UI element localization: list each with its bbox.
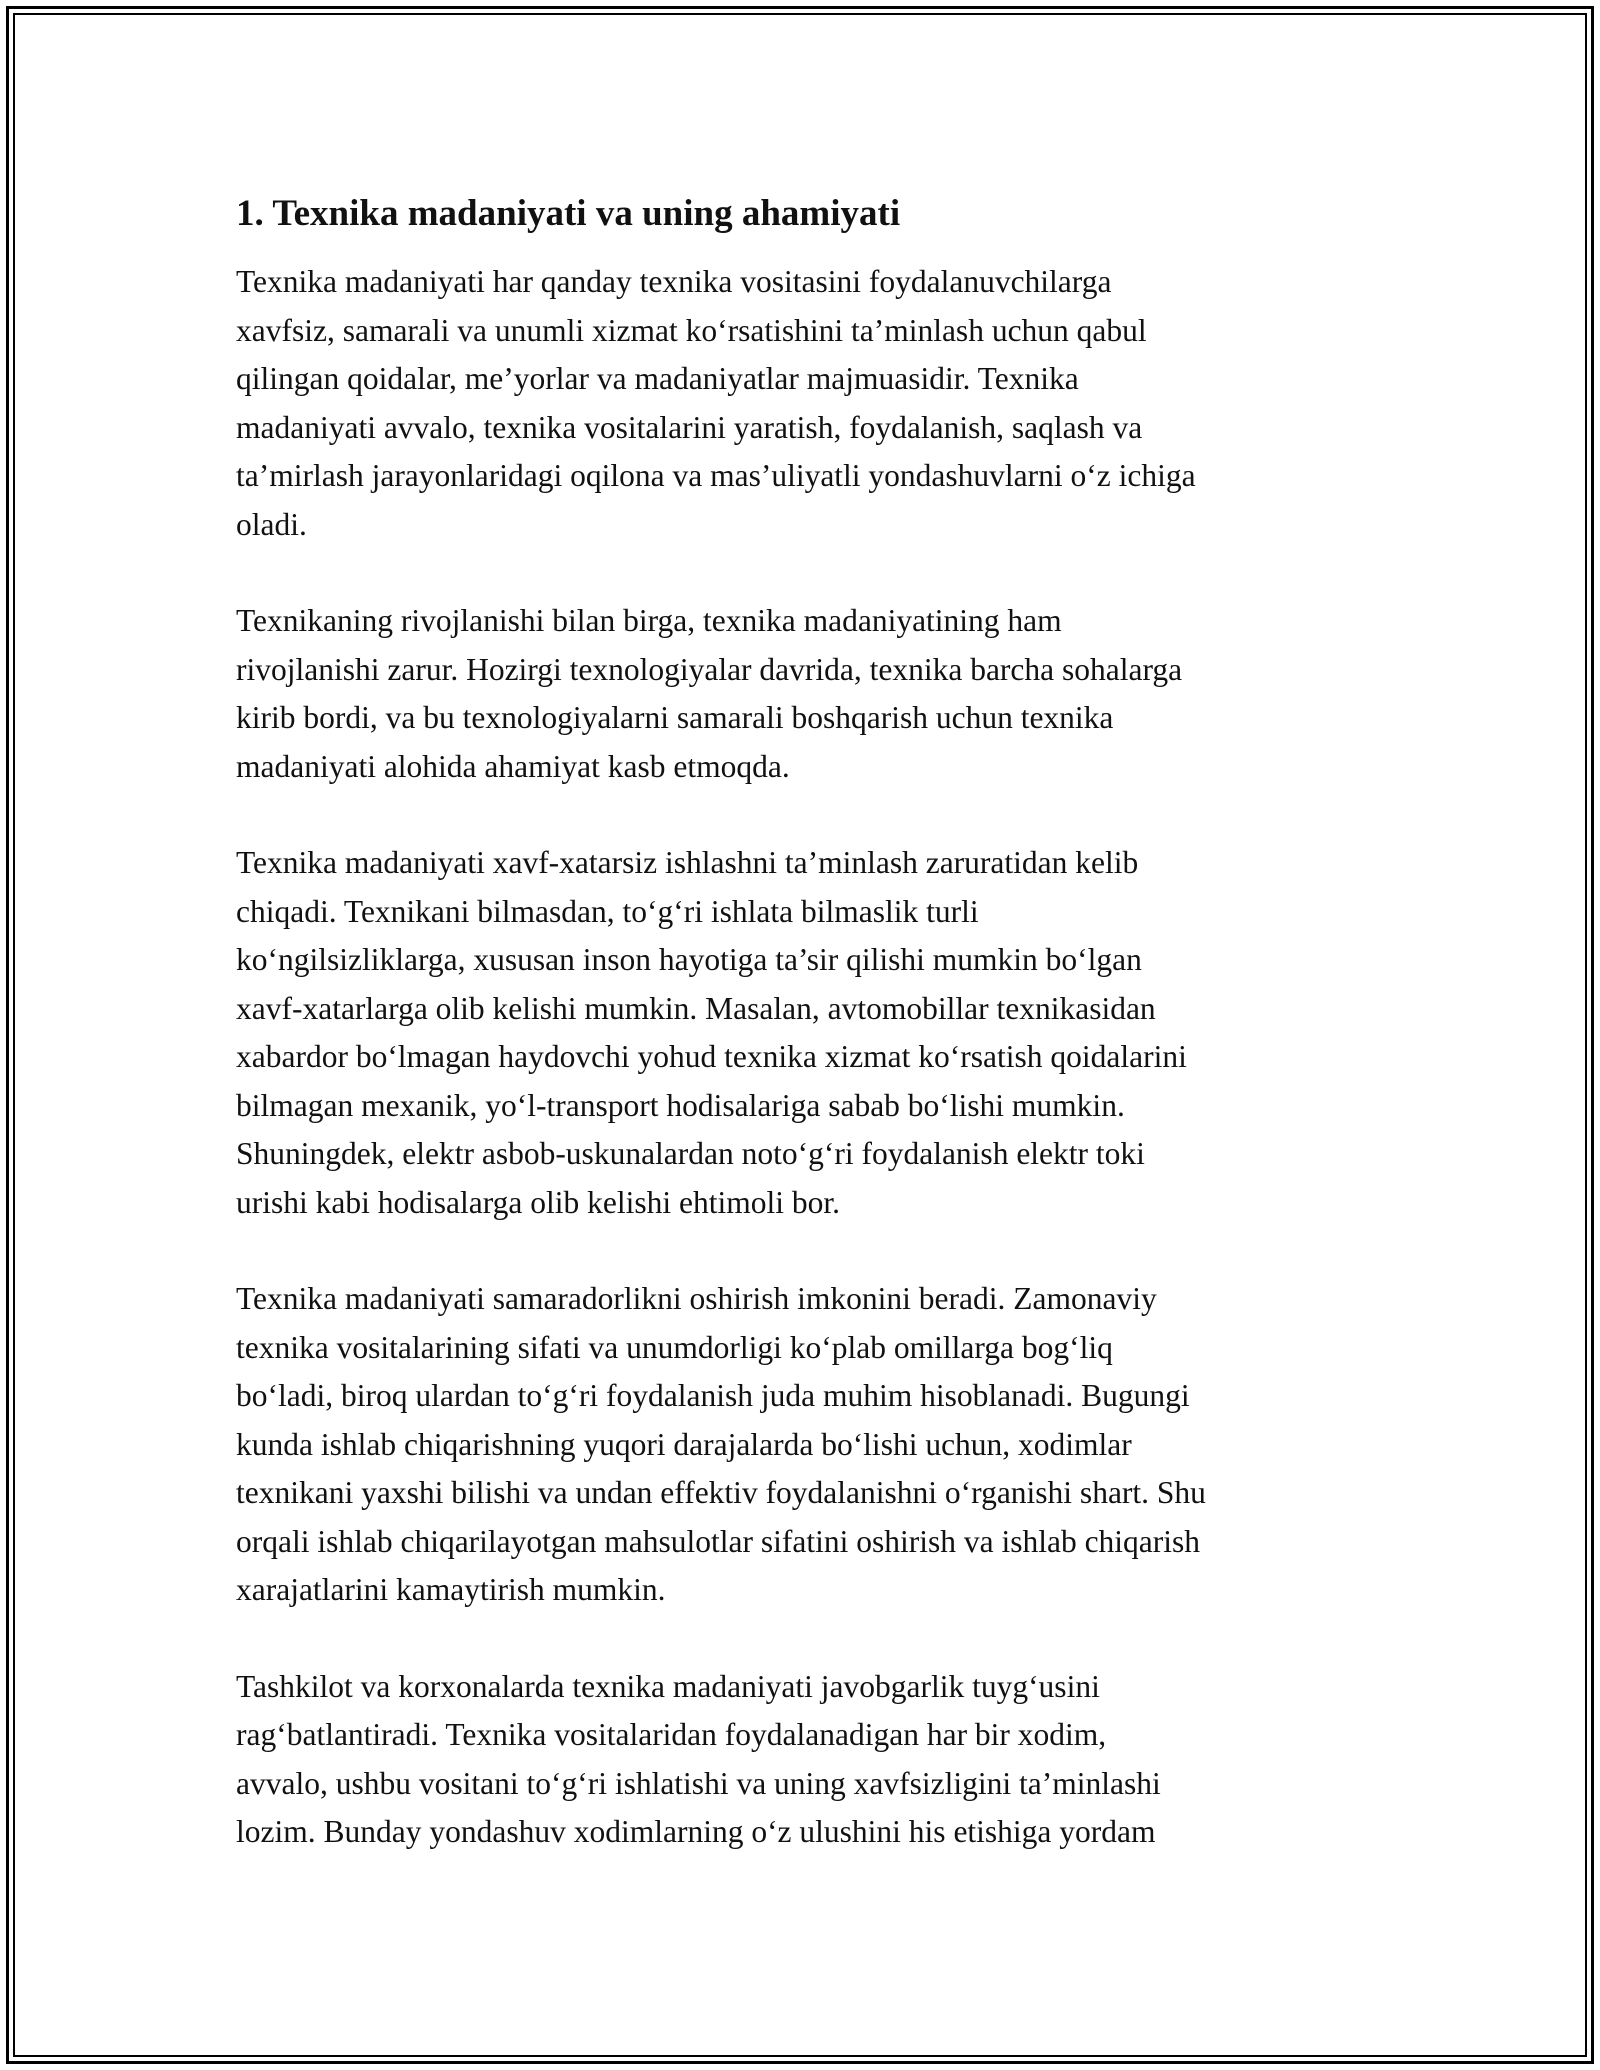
text-line: oladi.: [236, 506, 307, 542]
text-line: urishi kabi hodisalarga olib kelishi ehtimoli bor.: [236, 1184, 840, 1220]
text-line: rag‘batlantiradi. Texnika vositalaridan foydalanadigan har bir xodim,: [236, 1717, 1107, 1752]
text-line: texnikani yaxshi bilishi va undan effektiv foydalanishni o‘rganishi shart. Shu: [236, 1475, 1206, 1510]
text-line: madaniyati avvalo, texnika vositalarini yaratish, foydalanish, saqlash va: [236, 409, 1143, 445]
paragraph-2: [236, 597, 1376, 791]
paragraph-1: [236, 258, 1376, 549]
text-line: rivojlanishi zarur. Hozirgi texnologiyalar davrida, texnika barcha sohalarga: [236, 651, 1183, 687]
text-line: orqali ishlab chiqarilayotgan mahsulotlar sifatini oshirish va ishlab chiqarish: [236, 1523, 1201, 1559]
text-line: xarajatlarini kamaytirish mumkin.: [236, 1572, 666, 1607]
text-line: ta’mirlash jarayonlaridagi oqilona va mas’uliyatli yondashuvlarni o‘z ichiga: [236, 458, 1196, 493]
text-line: Texnika madaniyati xavf-xatarsiz ishlashni ta’minlash zaruratidan kelib: [236, 845, 1139, 880]
text-line: lozim. Bunday yondashuv xodimlarning o‘z ulushini his etishiga yordam: [236, 1814, 1156, 1849]
text-line: Tashkilot va korxonalarda texnika madaniyati javobgarlik tuyg‘usini: [236, 1668, 1100, 1704]
paragraph-3: [236, 839, 1376, 1227]
text-line: bilmagan mexanik, yo‘l-transport hodisalariga sabab bo‘lishi mumkin.: [236, 1087, 1125, 1123]
paragraph-4: [236, 1275, 1376, 1615]
text-line: kirib bordi, va bu texnologiyalarni samarali boshqarish uchun texnika: [236, 700, 1114, 735]
text-line: Texnika madaniyati samaradorlikni oshirish imkonini beradi. Zamonaviy: [236, 1281, 1157, 1316]
text-line: ko‘ngilsizliklarga, xususan inson hayotiga ta’sir qilishi mumkin bo‘lgan: [236, 942, 1142, 977]
document-body: [236, 188, 1376, 1905]
text-line: xabardor bo‘lmagan haydovchi yohud texnika xizmat ko‘rsatish qoidalarini: [236, 1039, 1187, 1074]
text-line: qilingan qoidalar, me’yorlar va madaniyatlar majmuasidir. Texnika: [236, 361, 1079, 396]
text-line: Shuningdek, elektr asbob-uskunalardan noto‘g‘ri foydalanish elektr toki: [236, 1136, 1145, 1171]
text-line: chiqadi. Texnikani bilmasdan, to‘g‘ri ishlata bilmaslik turli: [236, 893, 979, 929]
text-line: Texnikaning rivojlanishi bilan birga, texnika madaniyatining ham: [236, 603, 1062, 638]
text-line: texnika vositalarining sifati va unumdorligi ko‘plab omillarga bog‘liq: [236, 1329, 1113, 1365]
text-line: madaniyati alohida ahamiyat kasb etmoqda.: [236, 748, 790, 784]
text-line: kunda ishlab chiqarishning yuqori darajalarda bo‘lishi uchun, xodimlar: [236, 1426, 1132, 1462]
section-heading: 1. Texnika madaniyati va uning ahamiyati: [236, 193, 901, 234]
text-line: avvalo, ushbu vositani to‘g‘ri ishlatishi va uning xavfsizligini ta’minlashi: [236, 1765, 1161, 1801]
text-line: xavf-xatarlarga olib kelishi mumkin. Masalan, avtomobillar texnikasidan: [236, 990, 1156, 1026]
paragraph-5: [236, 1663, 1376, 1857]
text-line: Texnika madaniyati har qanday texnika vositasini foydalanuvchilarga: [236, 264, 1112, 299]
text-line: bo‘ladi, biroq ulardan to‘g‘ri foydalanish juda muhim hisoblanadi. Bugungi: [236, 1378, 1190, 1413]
text-line: xavfsiz, samarali va unumli xizmat ko‘rsatishini ta’minlash uchun qabul: [236, 312, 1147, 348]
